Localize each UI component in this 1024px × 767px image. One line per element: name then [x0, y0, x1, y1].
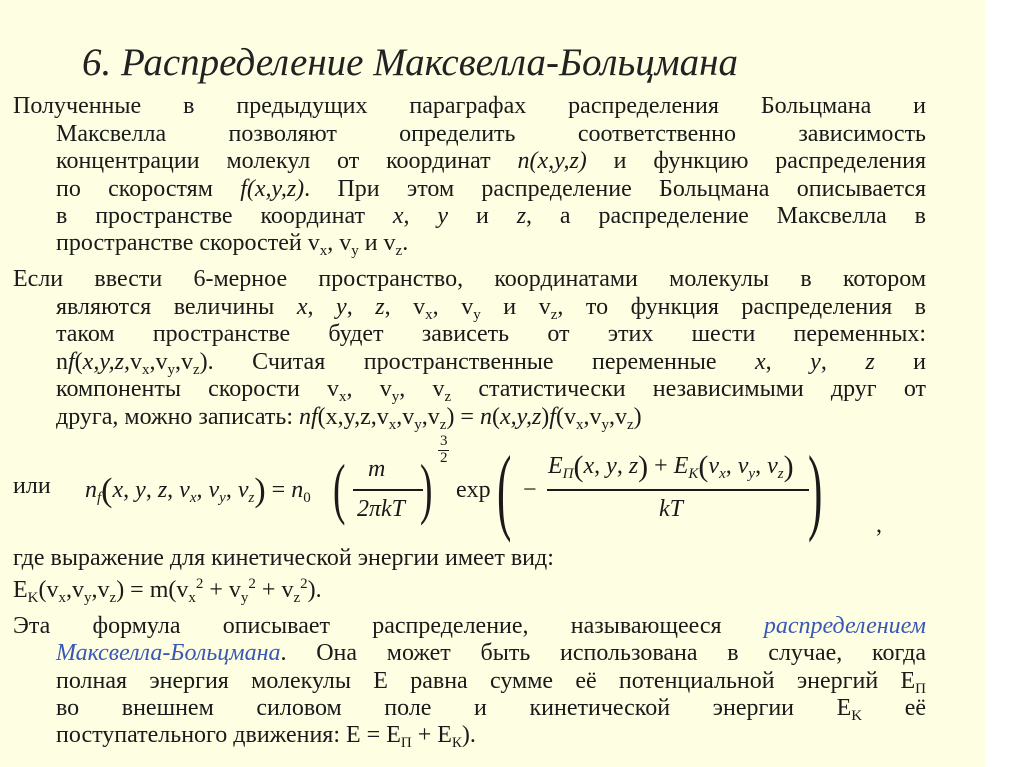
formula-numerator: $E_П(x$, y, $z) + E_K(v_x$, $v_y$, $v_z$): [548, 450, 794, 483]
formula-pow-den: 2: [440, 450, 448, 466]
para2-line3: таком пространстве будет зависеть от этих шести переменных:: [56, 321, 926, 347]
para2-line1: Если ввести 6-мерное пространство, координатами молекулы в котором: [13, 266, 926, 292]
formula-pow-num: 3: [440, 433, 448, 449]
link-maxwell-boltzmann-2[interactable]: Максвелла-Больцмана: [56, 640, 281, 666]
page-title: 6. Распределение Максвелла-Больцмана: [82, 41, 738, 84]
formula-exp: exp: [456, 477, 491, 503]
para3-line3: полная энергия молекулы Е равна сумме её потенциальной энергий $Е_П$: [56, 668, 926, 697]
kinetic-intro: где выражение для кинетической энергии имеет вид:: [13, 545, 554, 571]
right-margin: [985, 0, 1024, 767]
para2-line4: $nf(x,y,z,v_x,v_y,v_z)$. Считая пространственные переменные x, y, z и: [56, 349, 927, 378]
formula-paren-right-1: ): [420, 450, 433, 526]
formula-kt: kT: [659, 496, 683, 522]
formula-lhs: $n_f(x$, y, z, $v_x$, $v_y$, $v_z) = n_0$: [85, 472, 311, 509]
para1-line6: пространстве скоростей $v_x$, $v_y$ и $v_z$.: [56, 230, 409, 259]
formula-2pikt: 2πkT: [357, 496, 406, 522]
maxwell-boltzmann-formula: [85, 433, 845, 543]
formula-trailing-comma: ,: [876, 512, 882, 538]
or-label: или: [13, 473, 51, 499]
para2-line6: друга, можно записать: $nf(x,y,z,v_x,v_y,v_z) = n(x,y,z)f(v_x,v_y,v_z)$: [56, 404, 642, 433]
formula-paren-right-2: ): [808, 436, 823, 543]
para1-line2: Максвелла позволяют определить соответственно зависимость: [56, 121, 926, 147]
para1-line1: Полученные в предыдущих параграфах распределения Больцмана и: [13, 93, 926, 119]
para1-line4: по скоростям f(x,y,z). При этом распределение Больцмана описывается: [56, 176, 927, 202]
link-maxwell-boltzmann-1[interactable]: распределением: [763, 613, 926, 639]
para1-line5: в пространстве координат x, y и z, а распределение Максвелла в: [56, 203, 927, 229]
para1-line3: концентрации молекул от координат n(x,y,z) и функцию распределения: [56, 148, 926, 174]
para3-line4: во внешнем силовом поле и кинетической энергии $Е_K$ её: [56, 695, 927, 724]
kinetic-formula: $E_K(v_x,v_y,v_z) = m(v_x^2 + v_y^2 + v_z^2)$.: [13, 576, 322, 606]
para2-line5: компоненты скорости $v_x$, $v_y$, $v_z$ статистически независимыми друг от: [56, 376, 927, 405]
formula-minus: −: [523, 477, 537, 503]
para2-line2: являются величины x, y, z, $v_x$, $v_y$ и $v_z$, то функция распределения в: [56, 294, 927, 323]
para3-line2: Максвелла-Больцмана. Она может быть использована в случае, когда: [56, 640, 926, 666]
formula-m: m: [368, 456, 386, 482]
formula-fraction-bar-1: [353, 489, 423, 491]
formula-paren-left-2: (: [497, 436, 512, 543]
formula-paren-left-1: (: [333, 450, 346, 526]
formula-fraction-bar-2: [547, 489, 809, 491]
para3-line1: Эта формула описывает распределение, называющееся распределением: [13, 613, 926, 639]
para3-line5: поступательного движения: $Е = Е_П + Е_К$).: [56, 722, 476, 751]
